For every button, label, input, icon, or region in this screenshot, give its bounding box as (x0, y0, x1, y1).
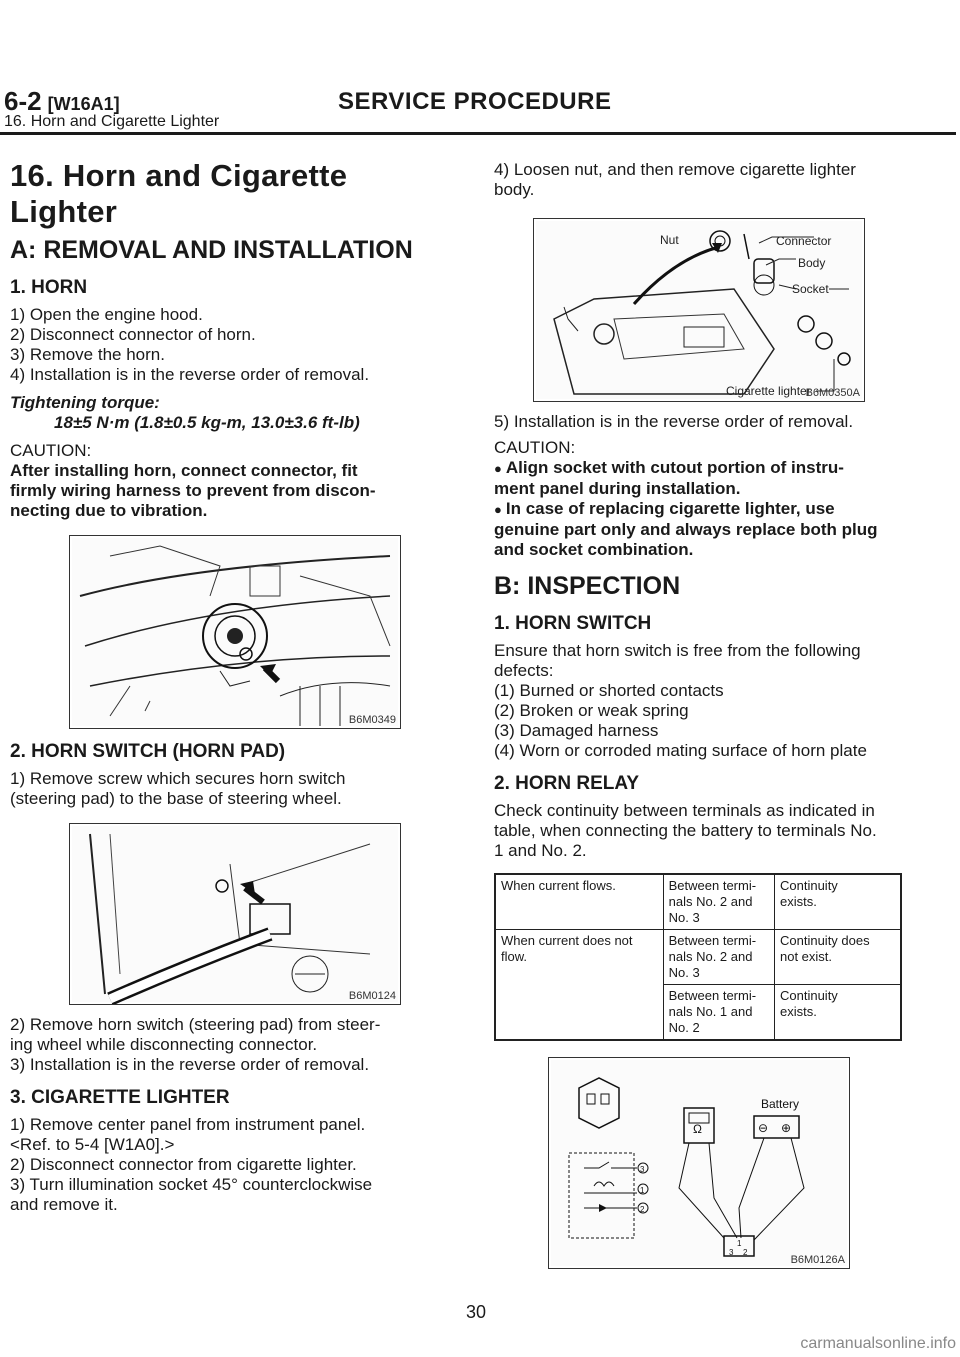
figure-id: B6M0126A (790, 1254, 845, 1266)
caution-line: genuine part only and always replace both plug (494, 520, 878, 539)
table-cell: When current flows. (495, 874, 663, 930)
horn-switch-step: ing wheel while disconnecting connector. (10, 1035, 318, 1054)
left-column (10, 150, 460, 1215)
relay-line: Check continuity between terminals as indicated in (494, 801, 875, 820)
page-header (0, 0, 960, 140)
figure-id: B6M0124 (348, 990, 396, 1002)
defect-item: (4) Worn or corroded mating surface of horn plate (494, 741, 867, 760)
table-row (495, 985, 901, 1041)
subsection-a-title: A: REMOVAL AND INSTALLATION (10, 236, 413, 264)
ohm-icon: Ω (693, 1122, 702, 1136)
terminal-label: 1 (640, 1186, 645, 1195)
caution-line: ment panel during installation. (494, 479, 741, 498)
header-rule (0, 132, 956, 135)
caution-line: and socket combination. (494, 540, 694, 559)
table-cell: Between termi- nals No. 2 and No. 3 (663, 930, 774, 985)
torque-heading: Tightening torque: (10, 393, 160, 412)
table-cell: Between termi- nals No. 1 and No. 2 (663, 985, 774, 1041)
horn-switch-heading: 2. HORN SWITCH (HORN PAD) (10, 741, 286, 762)
horn-switch-step: 3) Installation is in the reverse order of removal. (10, 1055, 370, 1074)
relay-line: table, when connecting the battery to terminals No. (494, 821, 877, 840)
caution-heading: CAUTION: (10, 441, 92, 460)
caution-bullet (494, 499, 904, 520)
caution-text: Align socket with cutout portion of instru- (505, 458, 844, 477)
caution-line: After installing horn, connect connector, fit (10, 461, 358, 480)
label-socket: Socket (792, 282, 829, 296)
figure-id: B6M0350A (805, 387, 860, 399)
figure-id: B6M0349 (348, 714, 396, 726)
horn-switch-figure (69, 823, 401, 1005)
bullet-icon (494, 458, 506, 477)
section-title: 16. Horn and Cigarette Lighter (10, 158, 348, 229)
horn-figure (69, 535, 401, 729)
horn-heading: 1. HORN (10, 277, 88, 298)
table-row (495, 930, 901, 985)
defect-item: (1) Burned or shorted contacts (494, 681, 724, 700)
relay-line: 1 and No. 2. (494, 841, 587, 860)
defect-item: (3) Damaged harness (494, 721, 659, 740)
lighter-step: 5) Installation is in the reverse order of removal. (494, 412, 854, 431)
torque-value: 18±5 N·m (1.8±0.5 kg-m, 13.0±3.6 ft-lb) (54, 413, 360, 432)
horn-switch-step: 2) Remove horn switch (steering pad) from steer- (10, 1015, 381, 1034)
section-number: 6-2 (4, 86, 42, 116)
page-number: 30 (466, 1302, 487, 1322)
lighter-ref: <Ref. to 5-4 [W1A0].> (10, 1135, 175, 1154)
minus-terminal-icon: ⊖ (758, 1121, 769, 1135)
horn-switch-inspection-heading: 1. HORN SWITCH (494, 613, 652, 634)
horn-step-4: 4) Installation is in the reverse order of removal. (10, 365, 370, 384)
horn-illustration (70, 536, 400, 728)
inspection-line: Ensure that horn switch is free from the following (494, 641, 861, 660)
horn-switch-step: (steering pad) to the base of steering wheel. (10, 789, 342, 808)
cigarette-lighter-heading: 3. CIGARETTE LIGHTER (10, 1087, 230, 1108)
connector-pin-label: 1 (737, 1239, 742, 1248)
label-battery: Battery (761, 1097, 800, 1111)
connector-pin-label: 3 (729, 1248, 734, 1257)
header-subtitle: 16. Horn and Cigarette Lighter (4, 113, 220, 130)
lighter-illustration (534, 219, 864, 401)
table-row (495, 874, 901, 930)
caution-text: In case of replacing cigarette lighter, use (505, 499, 835, 518)
lighter-step: 3) Turn illumination socket 45° counterclockwise (10, 1175, 373, 1194)
table-cell: Continuity exists. (775, 985, 902, 1041)
horn-step-1: 1) Open the engine hood. (10, 305, 203, 324)
caution-line: necting due to vibration. (10, 501, 208, 520)
label-cigarette-lighter: Cigarette lighter (726, 384, 811, 398)
caution-line: firmly wiring harness to prevent from discon- (10, 481, 376, 500)
table-cell: Between termi- nals No. 2 and No. 3 (663, 874, 774, 930)
table-cell: Continuity exists. (775, 874, 902, 930)
horn-step-2: 2) Disconnect connector of horn. (10, 325, 256, 344)
plus-terminal-icon: ⊕ (781, 1121, 792, 1135)
label-nut: Nut (660, 233, 679, 247)
relay-test-figure (548, 1057, 850, 1269)
label-connector: Connector (776, 234, 832, 248)
caution-bullet (494, 458, 904, 479)
terminal-label: 3 (640, 1165, 645, 1174)
horn-step-3: 3) Remove the horn. (10, 345, 165, 364)
terminal-label: 2 (640, 1205, 645, 1214)
defect-item: (2) Broken or weak spring (494, 701, 689, 720)
table-cell: Continuity does not exist. (775, 930, 902, 985)
relay-continuity-table (494, 873, 902, 1041)
label-body: Body (798, 256, 826, 270)
lighter-figure (533, 218, 865, 402)
header-title: SERVICE PROCEDURE (338, 88, 612, 115)
table-cell: When current does not flow. (495, 930, 663, 985)
right-column (494, 160, 904, 1279)
connector-pin-label: 2 (743, 1248, 748, 1257)
horn-switch-illustration (70, 824, 400, 1004)
caution-heading: CAUTION: (494, 438, 576, 457)
footer-watermark: carmanualsonline.info (800, 1335, 956, 1352)
lighter-step: 4) Loosen nut, and then remove cigarette lighter (494, 160, 856, 179)
inspection-line: defects: (494, 661, 554, 680)
horn-switch-step: 1) Remove screw which secures horn switch (10, 769, 346, 788)
table-cell (495, 985, 663, 1041)
section-ref: [W16A1] (47, 94, 120, 114)
lighter-step: 1) Remove center panel from instrument panel. (10, 1115, 366, 1134)
horn-relay-heading: 2. HORN RELAY (494, 773, 639, 794)
lighter-step: 2) Disconnect connector from cigarette lighter. (10, 1155, 357, 1174)
subsection-b-title: B: INSPECTION (494, 572, 681, 600)
lighter-step: and remove it. (10, 1195, 118, 1214)
relay-test-illustration (549, 1058, 849, 1268)
bullet-icon (494, 499, 506, 518)
lighter-step: body. (494, 180, 535, 199)
